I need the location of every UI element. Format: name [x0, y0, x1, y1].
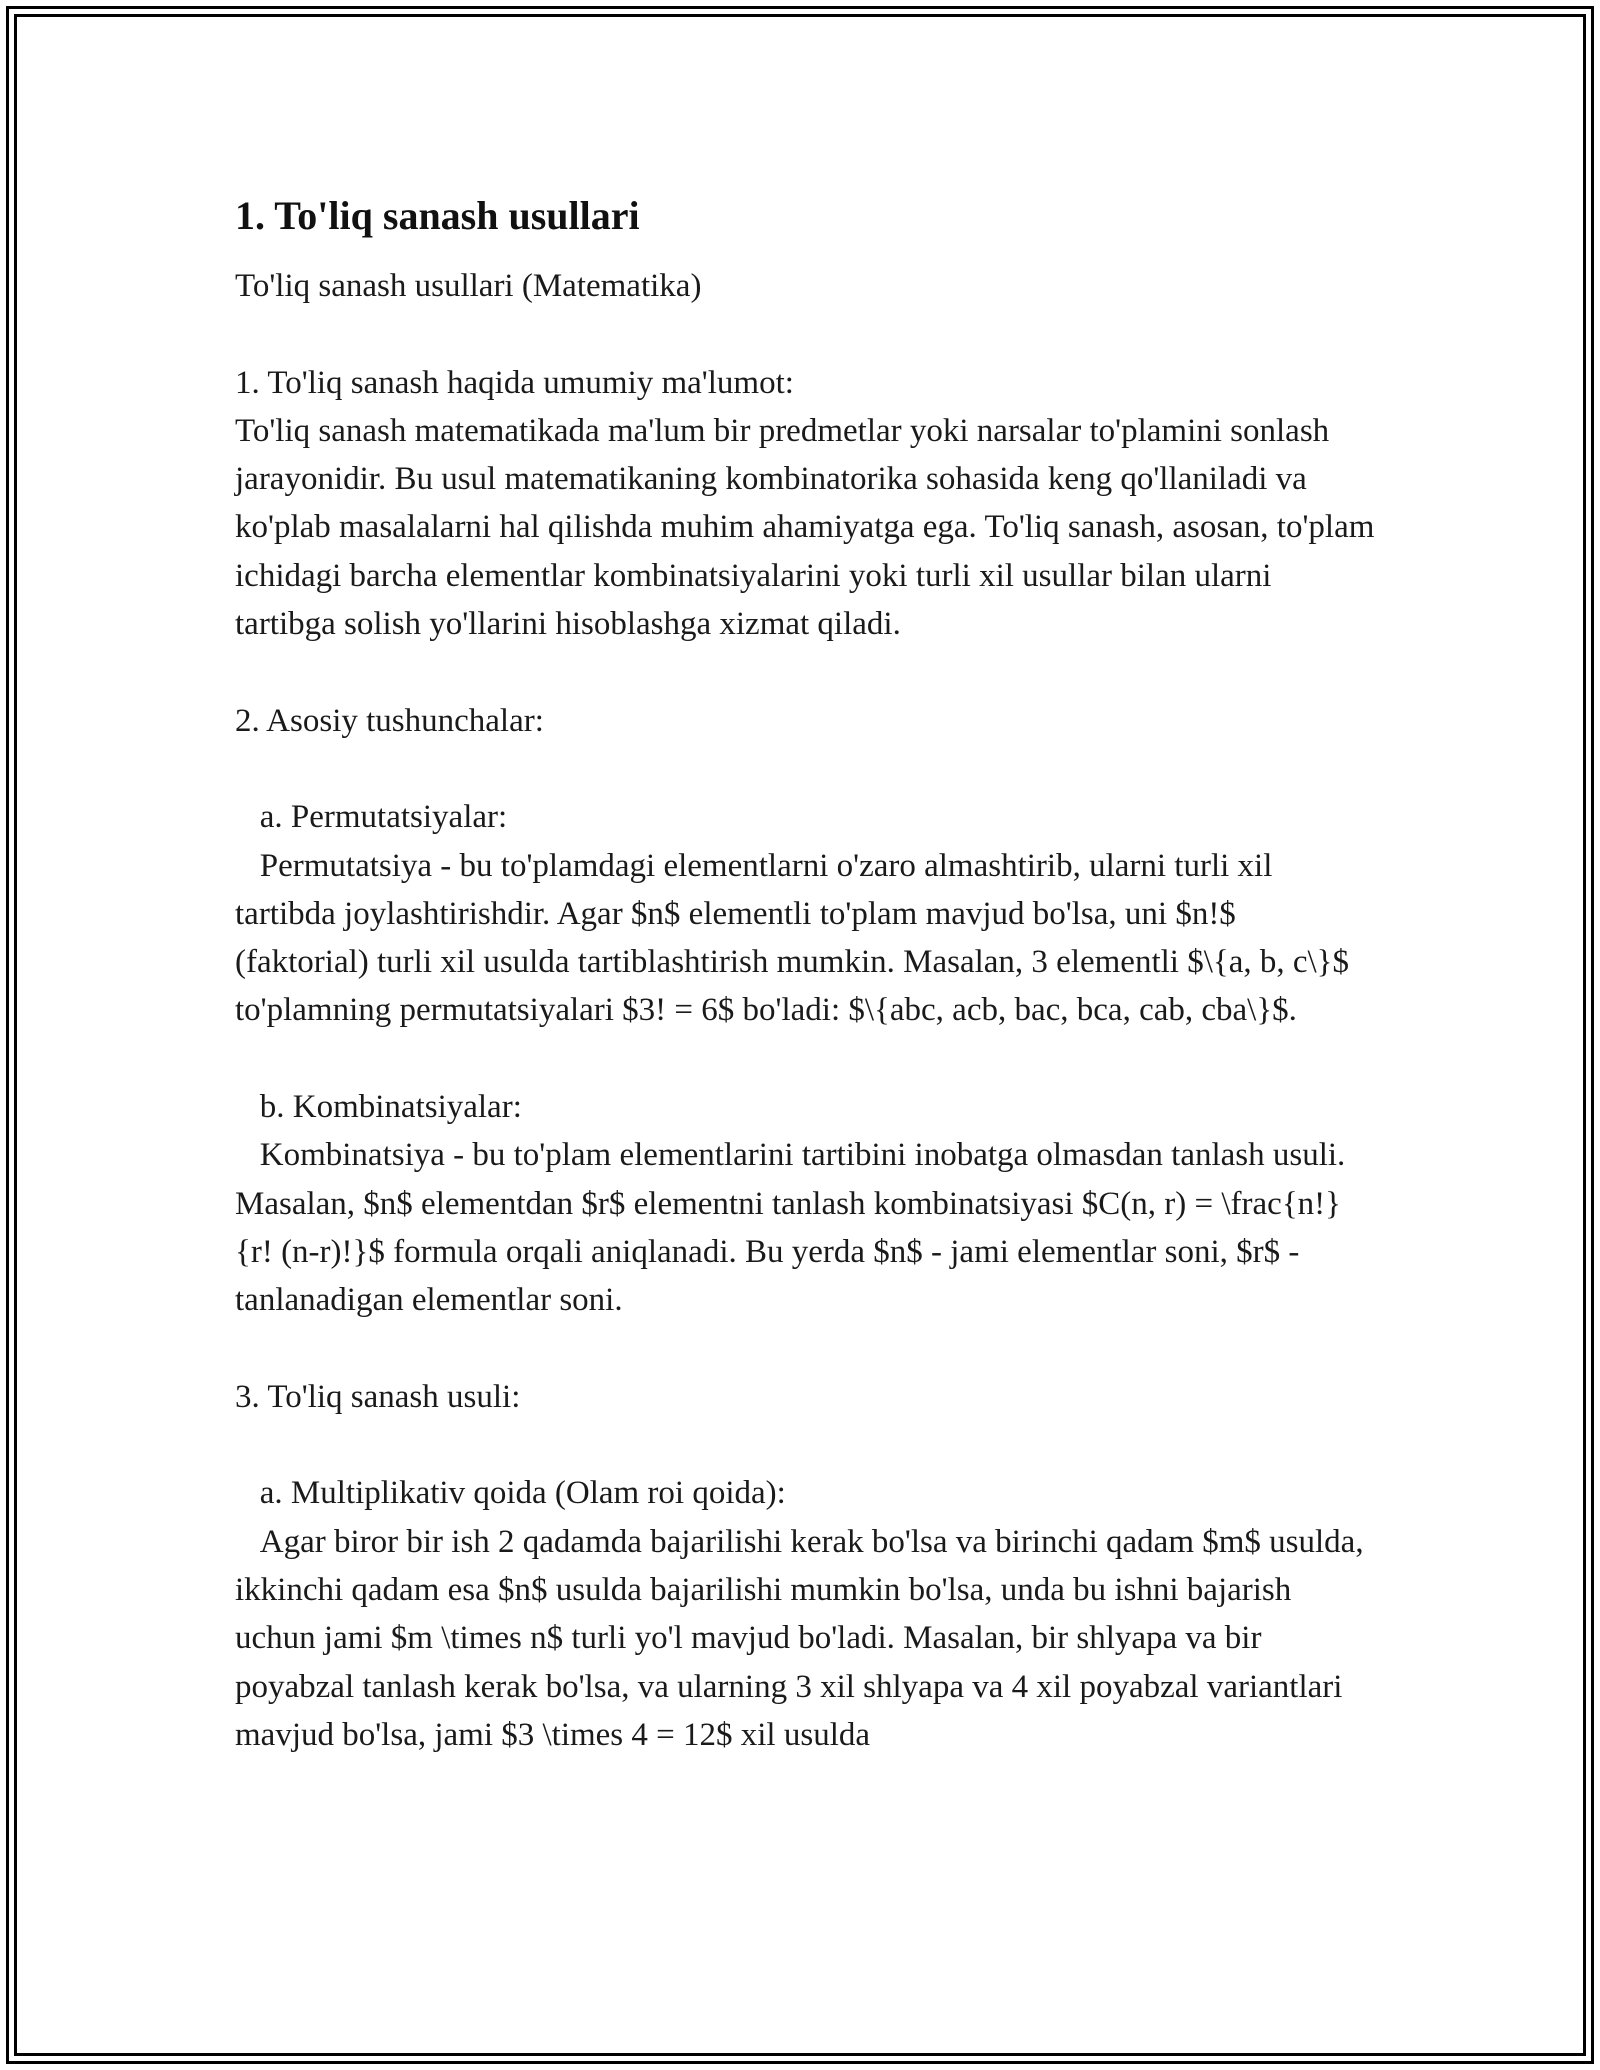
document-content [235, 180, 1375, 1759]
document-title: 1. To'liq sanash usullari [235, 193, 640, 238]
document-body: To'liq sanash usullari (Matematika) 1. To'liq sanash haqida umumiy ma'lumot: To'liq sanash matematikada ma'lum bir predmetlar yoki narsalar to'plamini sonlash jarayonidir. Bu usul matematikaning kombinatorika sohasida keng qo'llaniladi va ko'plab masalalarni hal qilishda muhim ahamiyatga ega. To'liq sanash, asosan, to'plam ichidagi barcha elementlar kombinatsiyalarini yoki turli xil usullar bilan ularni tartibga solish yo'llarini hisoblashga xizmat qiladi. 2. Asosiy tushunchalar: a. Permutatsiyalar: Permutatsiya - bu to'plamdagi elementlarni o'zaro almashtirib, ularni turli xil tartibda joylashtirishdir. Agar $n$ elementli to'plam mavjud bo'lsa, uni $n!$ (faktorial) turli xil usulda tartiblashtirish mumkin. Masalan, 3 elementli $\{a, b, c\}$ to'plamning permutatsiyalari $3! = 6$ bo'ladi: $\{abc, acb, bac, bca, cab, cba\}$. b. Kombinatsiyalar: Kombinatsiya - bu to'plam elementlarini tartibini inobatga olmasdan tanlash usuli. Masalan, $n$ elementdan $r$ elementni tanlash kombinatsiyasi $C(n, r) = \frac{n!}{r! (n-r)!}$ formula orqali aniqlanadi. Bu yerda $n$ - jami elementlar soni, $r$ - tanlanadigan elementlar soni. 3. To'liq sanash usuli: a. Multiplikativ qoida (Olam roi qoida): Agar biror bir ish 2 qadamda bajarilishi kerak bo'lsa va birinchi qadam $m$ usulda, ikkinchi qadam esa $n$ usulda bajarilishi mumkin bo'lsa, unda bu ishni bajarish uchun jami $m \times n$ turli yo'l mavjud bo'ladi. Masalan, bir shlyapa va bir poyabzal tanlash kerak bo'lsa, va ularning 3 xil shlyapa va 4 xil poyabzal variantlari mavjud bo'lsa, jami $3 \times 4 = 12$ xil usulda [235, 268, 1375, 1753]
